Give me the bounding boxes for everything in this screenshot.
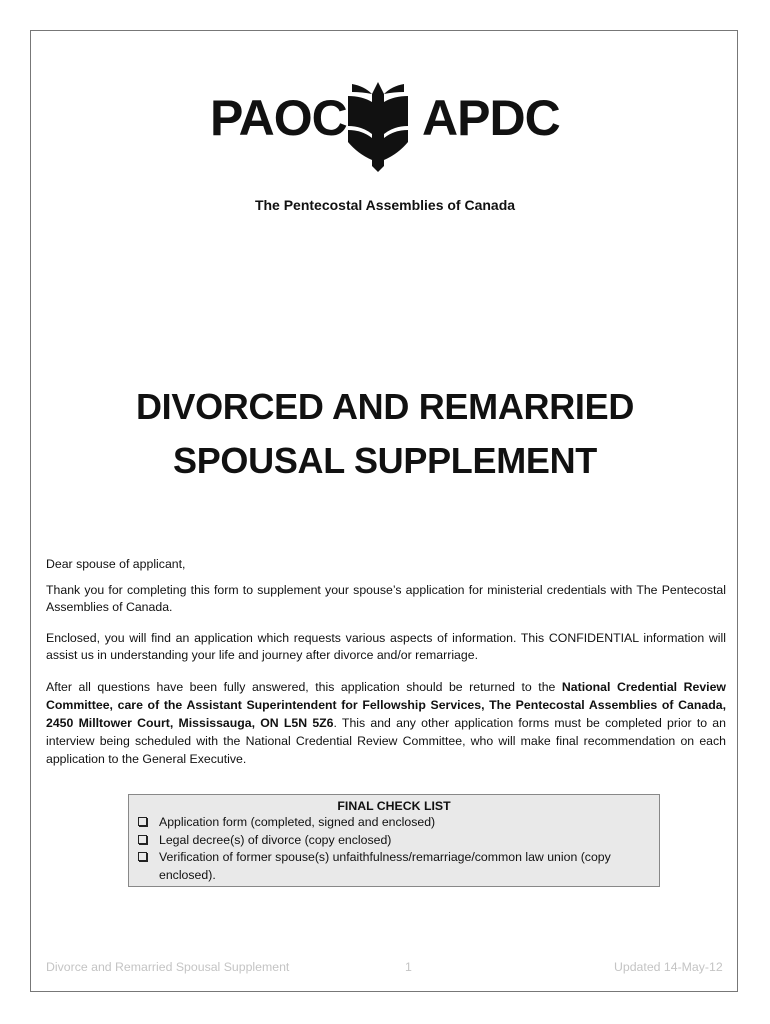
checklist-item	[129, 814, 659, 832]
salutation: Dear spouse of applicant,	[46, 557, 186, 571]
checklist-title: FINAL CHECK LIST	[337, 799, 451, 813]
checklist-item-label: Legal decree(s) of divorce (copy enclosed)	[159, 832, 392, 847]
checklist-item-label: Application form (completed, signed and enclosed)	[159, 815, 436, 829]
document-title	[0, 380, 770, 488]
footer-document-name: Divorce and Remarried Spousal Supplement	[46, 960, 290, 974]
title-line-1: DIVORCED AND REMARRIED	[135, 386, 635, 427]
organization-name: The Pentecostal Assemblies of Canada	[254, 197, 516, 213]
paoc-apdc-logo	[210, 82, 560, 172]
final-check-list	[128, 794, 660, 887]
wheat-shield-icon	[342, 82, 414, 172]
footer-updated-date: Updated 14-May-12	[614, 960, 723, 974]
logo-left-text: PAOC	[210, 90, 347, 146]
checklist-item-label: Verification of former spouse(s) unfaithfulness/remarriage/common law union (copy enclosed).	[159, 850, 611, 882]
checklist-item	[129, 832, 659, 850]
logo-right-text: APDC	[422, 90, 560, 146]
paragraph-thanks: Thank you for completing this form to supplement your spouse’s application for ministerial credentials with The Pentecostal Assemblies of Canada.	[46, 583, 726, 614]
checkbox-icon[interactable]	[138, 817, 147, 826]
checklist-item	[129, 849, 659, 884]
return-address: National Credential Review Committee, care of the Assistant Superintendent for Fellowship Services, The Pentecostal Assemblies of Canada, 2450 Milltower Court, Mississauga, ON L5N 5Z6	[46, 680, 726, 730]
footer-page-number: 1	[405, 960, 412, 974]
paragraph-return-instructions	[46, 678, 726, 768]
letter-body	[46, 556, 726, 782]
return-rest: . This and any other application forms must be completed prior to an interview being scheduled with the National Credential Review Committee, who will make final recommendation on each application to the General Executive.	[46, 716, 726, 766]
return-intro: After all questions have been fully answered, this application should be returned to the	[46, 680, 562, 694]
paragraph-enclosed: Enclosed, you will find an application which requests various aspects of information. This CONFIDENTIAL information will assist us in understanding your life and journey after divorce and/or remarriage.	[46, 631, 726, 662]
checkbox-icon[interactable]	[138, 852, 147, 861]
checkbox-icon[interactable]	[138, 835, 147, 844]
title-line-2: SPOUSAL SUPPLEMENT	[173, 440, 597, 481]
